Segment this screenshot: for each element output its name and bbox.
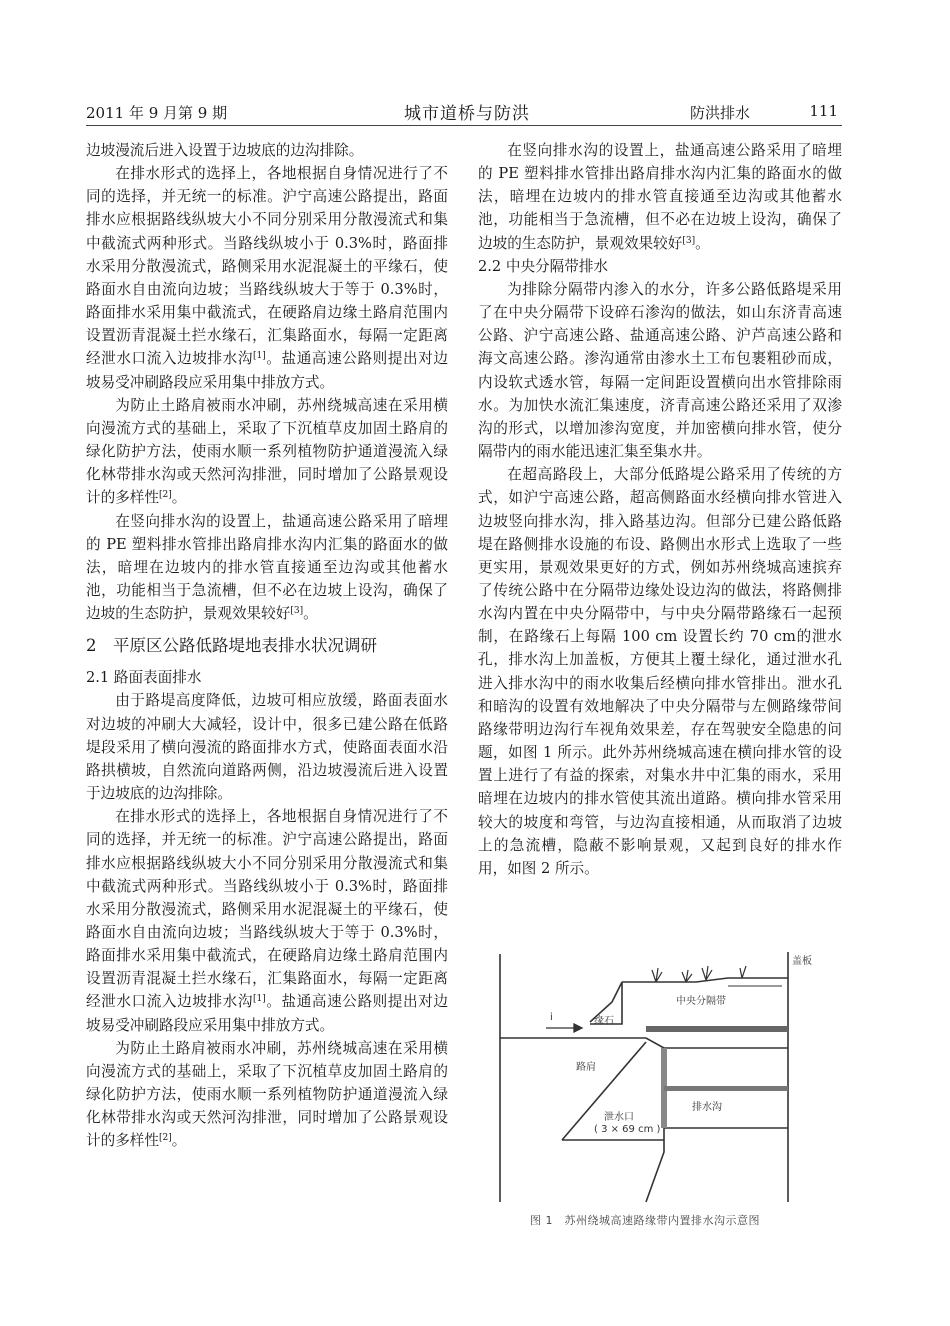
paragraph: 在超高路段上，大部分低路堤公路采用了传统的方式，如沪宁高速公路，超高侧路面水经横向排水管进入边坡竖向排水沟，排入路基边沟。但部分已建公路低路堤在路侧排水设施的布设、路侧出水形式上选取了一些更实用，景观效果更好的方式，例如苏州绕城高速摈弃了传统公路中在分隔带边缘处设边沟的做法，将路侧排水沟内置在中央分隔带中，与中央分隔带路缘石一起预制，在路缘石上每隔 100 cm 设置长约 70 cm的泄水孔，排水沟上加盖板，方便其上覆土绿化，通过泄水孔进入排水沟中的雨水收集后经横向排水管排出。泄水孔和暗沟的设置有效地解决了中央分隔带与左侧路缘带间路缘带明边沟行车视角效果差，存在驾驶安全隐患的问题，如图 1 所示。此外苏州绕城高速在横向排水管的设置上进行了有益的探索，对集水井中汇集的雨水，采用暗埋在边坡内的排水管使其流出道路。横向排水管采用较大的坡度和弯管，与边沟直接相通，从而取消了边坡上的急流槽，隐蔽不影响景观，又起到良好的排水作用，如图 2 所示。 [478, 466, 842, 877]
issue-date: 2011 年 9 月第 9 期 [86, 104, 228, 122]
shoulder-line [500, 1038, 788, 1090]
figure-caption: 图 1 苏州绕城高速路缘带内置排水沟示意图 [530, 1214, 760, 1227]
citation: [3] [290, 606, 304, 617]
running-header [86, 98, 842, 124]
section-heading: 2 平原区公路低路堤地表排水状况调研 [86, 636, 377, 656]
diagram-svg [496, 952, 828, 1207]
right-column [478, 139, 842, 880]
plants [652, 966, 746, 982]
slope-line [646, 1128, 664, 1202]
citation: [2] [158, 1133, 172, 1144]
cover-plate-strip [646, 1026, 788, 1032]
subsection-heading: 2.1 路面表面排水 [86, 669, 202, 687]
paragraph: 在竖向排水沟的设置上，盐通高速公路采用了暗埋的 PE 塑料排水管排出路肩排水沟内汇集的路面水的做法，暗埋在边坡内的排水管直接通至边沟或其他蓄水池，功能相当于急流槽，但不必在边坡上设沟，确保了边坡的生态防护，景观效果较好[3]。 [478, 142, 842, 252]
paragraph: 边坡漫流后进入设置于边坡底的边沟排除。 [86, 142, 364, 159]
paragraph: 为排除分隔带内渗入的水分，许多公路低路堤采用了在中央分隔带下设碎石渗沟的做法，如山东济青高速公路、沪宁高速公路、盐通高速公路、沪芦高速公路和海文高速公路。渗沟通常由渗水土工布包裹粗砂而成，内设软式透水管，每隔一定间距设置横向出水管排除雨水。为加快水流汇集速度，济青高速公路还采用了双渗沟的形式，以增加渗沟宽度，并加密横向排水管，使分隔带内的雨水能迅速汇集至集水井。 [478, 280, 842, 461]
label-ditch: 排水沟 [692, 1102, 722, 1113]
label-shoulder: 路肩 [576, 1062, 596, 1073]
citation: [1] [253, 994, 266, 1005]
paragraph: 为防止土路肩被雨水冲刷，苏州绕城高速在采用横向漫流方式的基础上，采取了下沉植草皮加固土路肩的绿化防护方法，使雨水顺一系列植物防护通道漫流入绿化林带排水沟或天然河沟排泄，同时增加了公路景观设计的多样性[2]。 [86, 1039, 448, 1150]
paragraph: 在排水形式的选择上，各地根据自身情况进行了不同的选择，并无统一的标准。沪宁高速公路提出，路面排水应根据路线纵坡大小不同分别采用分散漫流式和集中截流式两种形式。当路线纵坡小于 0.3%时，路面排水采用分散漫流式，路侧采用水泥混凝土的平缘石，使路面水自由流向边坡；当路线纵坡大于等于 0.3%时，路面排水采用集中截流式，在硬路肩边缘土路肩范围内设置沥青混凝土拦水缘石，汇集路面水，每隔一定距离经泄水口流入边坡排水沟[1]。盐通高速公路则提出对边坡易受冲刷路段应采用集中排放方式。 [86, 808, 448, 1034]
citation: [2] [158, 490, 172, 501]
label-median: 中央分隔带 [676, 996, 726, 1007]
citation: [3] [682, 235, 696, 246]
figure-drainage-diagram [496, 952, 828, 1207]
ditch-floor-strip [664, 1086, 788, 1091]
label-outlet-size: ( 3 × 69 cm ) [594, 1124, 661, 1135]
label-cover: 盖板 [792, 956, 812, 967]
citation: [1] [253, 351, 266, 362]
label-outlet: 泄水口 [604, 1112, 634, 1123]
label-slope: i [550, 1012, 553, 1023]
paragraph: 为防止土路肩被雨水冲刷，苏州绕城高速在采用横向漫流方式的基础上，采取了下沉植草皮加固土路肩的绿化防护方法，使雨水顺一系列植物防护通道漫流入绿化林带排水沟或天然河沟排泄，同时增加了公路景观设计的多样性[2]。 [86, 396, 448, 507]
left-column [86, 139, 448, 1153]
paragraph: 在排水形式的选择上，各地根据自身情况进行了不同的选择，并无统一的标准。沪宁高速公路提出，路面排水应根据路线纵坡大小不同分别采用分散漫流式和集中截流式两种形式。当路线纵坡小于 0.3%时，路面排水采用分散漫流式，路侧采用水泥混凝土的平缘石，使路面水自由流向边坡；当路线纵坡大于等于 0.3%时，路面排水采用集中截流式，在硬路肩边缘土路肩范围内设置沥青混凝土拦水缘石，汇集路面水，每隔一定距离经泄水口流入边坡排水沟[1]。盐通高速公路则提出对边坡易受冲刷路段应采用集中排放方式。 [86, 165, 448, 391]
journal-title: 城市道桥与防洪 [404, 104, 530, 124]
paragraph: 由于路堤高度降低，边坡可相应放缓，路面表面水对边坡的冲刷大大减轻，设计中，很多已建公路在低路堤段采用了横向漫流的路面排水方式，使路面表面水沿路拱横坡，自然流向道路两侧，沿边坡漫流后进入设置于边坡底的边沟排除。 [86, 692, 448, 803]
header-rule [86, 125, 842, 126]
paragraph: 在竖向排水沟的设置上，盐通高速公路采用了暗埋的 PE 塑料排水管排出路肩排水沟内汇集的路面水的做法，暗埋在边坡内的排水管直接通至边沟或其他蓄水池，功能相当于急流槽，但不必在边坡上设沟，确保了边坡的生态防护，景观效果较好[3]。 [86, 512, 448, 623]
section-name: 防洪排水 [690, 104, 751, 122]
slope-arrow [546, 1024, 582, 1032]
page-number: 111 [809, 102, 838, 120]
label-kerb: 缘石 [594, 1016, 614, 1027]
subsection-heading: 2.2 中央分隔带排水 [478, 257, 609, 275]
